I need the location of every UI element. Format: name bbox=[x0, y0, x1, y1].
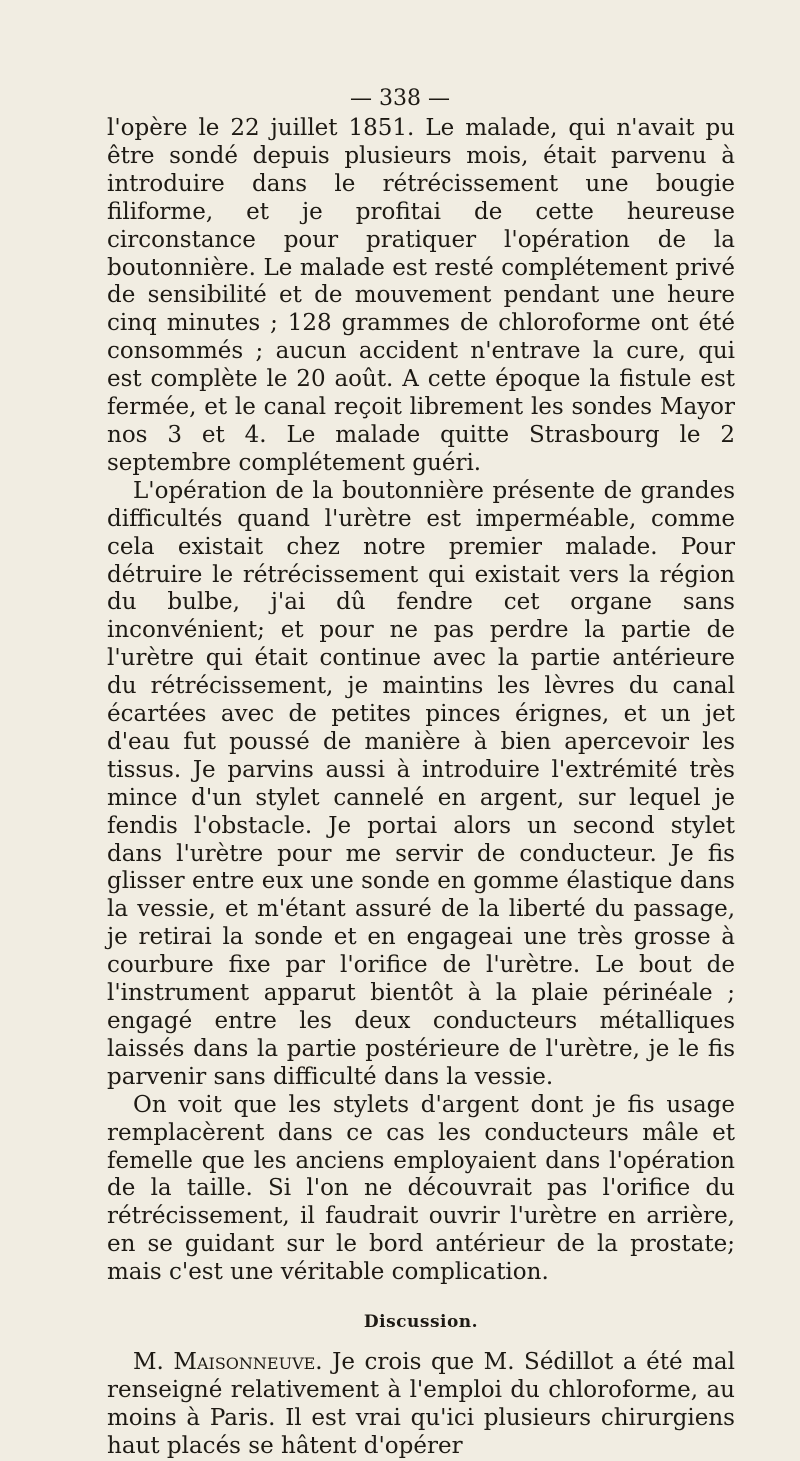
speaker-name: M. Maisonneuve. bbox=[133, 1348, 323, 1375]
paragraph-2: L'opération de la boutonnière présente de grandes difficultés quand l'urètre est imperméable, comme cela existait chez notre premier malade. Pour détruire le rétrécissement qui existait vers la région du bulbe, j'ai dû fendre cet organe sans inconvénient; et pour ne pas perdre la partie de l'urètre qui était continue avec la partie antérieure du rétrécissement, je maintins les lèvres du canal écartées avec de petites pinces érignes, et un jet d'eau fut poussé de manière à bien apercevoir les tissus. Je parvins aussi à introduire l'extrémité très mince d'un stylet cannelé en argent, sur lequel je fendis l'obstacle. Je portai alors un second stylet dans l'urètre pour me servir de conducteur. Je fis glisser entre eux une sonde en gomme élastique dans la vessie, et m'étant assuré de la liberté du passage, je retirai la sonde et en engageai une très grosse à courbure fixe par l'orifice de l'urètre. Le bout de l'instrument apparut bientôt à la plaie périnéale ; engagé entre les deux conducteurs métalliques laissés dans la partie postérieure de l'urètre, je le fis parvenir sans difficulté dans la vessie. bbox=[107, 477, 735, 1090]
discussion-paragraph bbox=[107, 1349, 735, 1461]
paragraph-1: l'opère le 22 juillet 1851. Le malade, qui n'avait pu être sondé depuis plusieurs mois, était parvenu à introduire dans le rétrécissement une bougie filiforme, et je profitai de cette heureuse circonstance pour pratiquer l'opération de la boutonnière. Le malade est resté complétement privé de sensibilité et de mouvement pendant une heure cinq minutes ; 128 grammes de chloroforme ont été consommés ; aucun accident n'entrave la cure, qui est complète le 20 août. A cette époque la fistule est fermée, et le canal reçoit librement les sondes Mayor nos 3 et 4. Le malade quitte Strasbourg le 2 septembre complétement guéri. bbox=[107, 115, 735, 476]
paragraph-3: On voit que les stylets d'argent dont je fis usage remplacèrent dans ce cas les conducteurs mâle et femelle que les anciens employaient dans l'opération de la taille. Si l'on ne découvrait pas l'orifice du rétrécissement, il faudrait ouvrir l'urètre en arrière, en se guidant sur le bord antérieur de la prostate; mais c'est une véritable complication. bbox=[107, 1091, 735, 1286]
page-number: — 338 — bbox=[350, 86, 450, 111]
section-heading: Discussion. bbox=[363, 1312, 479, 1333]
discussion-text: Je crois que M. Sédillot a été mal renseigné relativement à l'emploi du chloroforme, au moins à Paris. Il est vrai qu'ici plusieurs chirurgiens haut placés se hâtent d'opérer bbox=[107, 1348, 735, 1459]
body-text bbox=[107, 115, 735, 1461]
